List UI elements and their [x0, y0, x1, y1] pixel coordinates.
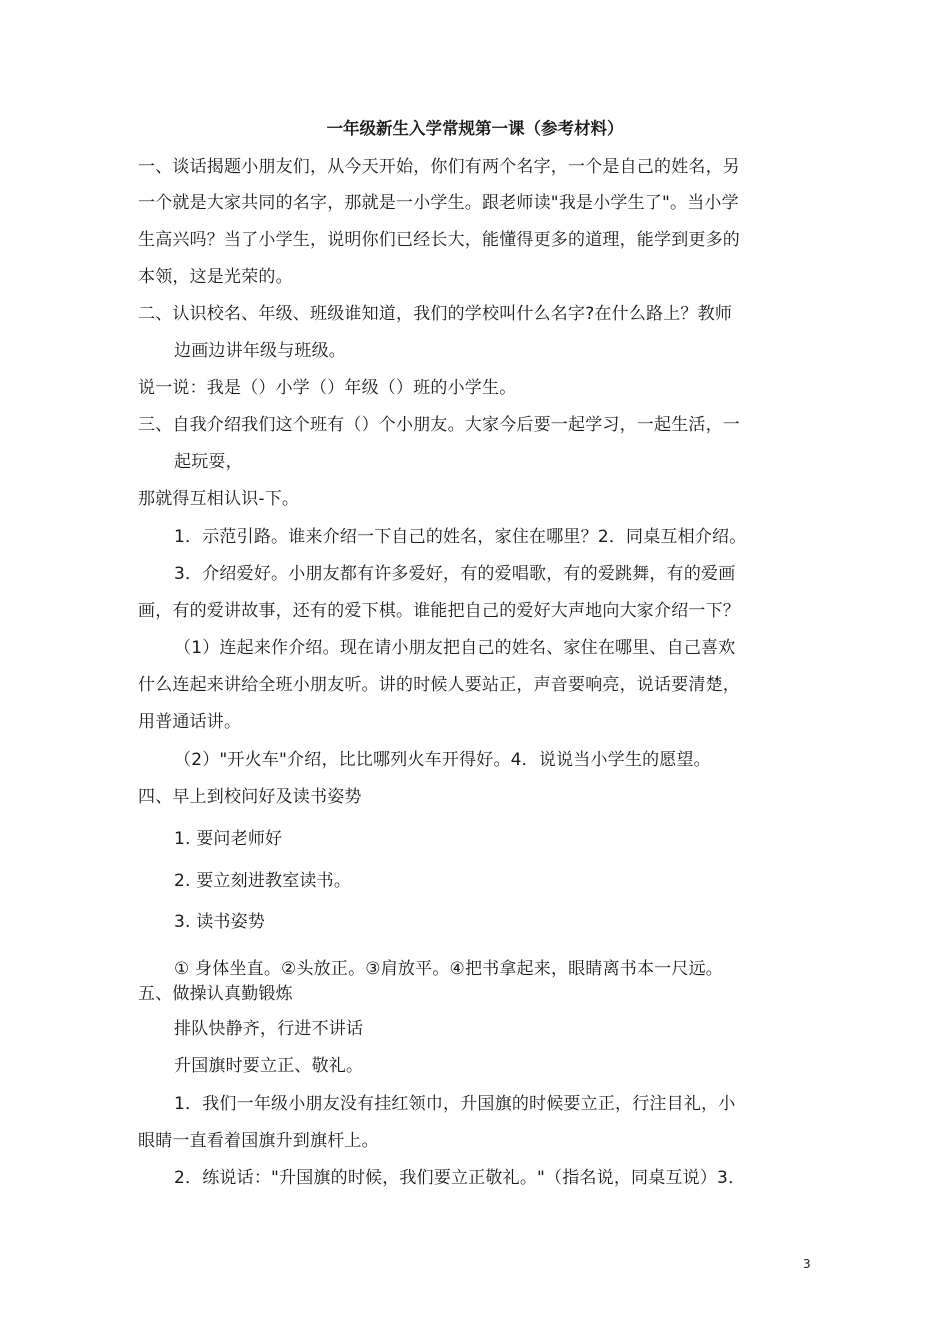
paragraph-line: 一、谈话揭题小朋友们，从今天开始，你们有两个名字，一个是自己的姓名，另 [138, 157, 740, 177]
paragraph-line: 1．我们一年级小朋友没有挂红领巾，升国旗的时候要立正，行注目礼，小 [174, 1094, 736, 1114]
paragraph-line: 生高兴吗？当了小学生，说明你们已经长大，能懂得更多的道理，能学到更多的 [138, 230, 740, 250]
paragraph-line: 说一说：我是（）小学（）年级（）班的小学生。 [138, 378, 517, 398]
section-heading: 五、做操认真勤锻炼 [138, 984, 293, 1004]
paragraph-line: 三、自我介绍我们这个班有（）个小朋友。大家今后要一起学习，一起生活，一 [138, 415, 740, 435]
page-number: 3 [803, 1257, 811, 1271]
document-title: 一年级新生入学常规第一课（参考材料） [326, 119, 624, 138]
paragraph-line: 眼睛一直看着国旗升到旗杆上。 [138, 1131, 379, 1151]
paragraph-line: 本领，这是光荣的。 [138, 267, 293, 287]
paragraph-line: 画，有的爱讲故事，还有的爱下棋。谁能把自己的爱好大声地向大家介绍一下？ [138, 601, 740, 621]
paragraph-line: 边画边讲年级与班级。 [174, 341, 346, 361]
section-heading: 四、早上到校问好及读书姿势 [138, 787, 362, 807]
list-item: 1. 要问老师好 [174, 829, 283, 849]
paragraph-line: 2．练说话："升国旗的时候，我们要立正敬礼。"（指名说，同桌互说）3． [174, 1168, 746, 1188]
paragraph-line: 1．示范引路。谁来介绍一下自己的姓名，家住在哪里？2．同桌互相介绍。 [174, 527, 747, 547]
paragraph-line: 二、认识校名、年级、班级谁知道，我们的学校叫什么名字?在什么路上？教师 [138, 304, 733, 324]
paragraph-line: 一个就是大家共同的名字，那就是一小学生。跟老师读"我是小学生了"。当小学 [138, 193, 739, 213]
paragraph-line: 起玩耍， [174, 452, 243, 472]
paragraph-line: 排队快静齐，行进不讲话 [174, 1019, 364, 1039]
paragraph-line: 用普通话讲。 [138, 712, 242, 732]
paragraph-line: （2）"开火车"介绍，比比哪列火车开得好。4．说说当小学生的愿望。 [174, 750, 711, 770]
paragraph-line: （1）连起来作介绍。现在请小朋友把自己的姓名、家住在哪里、自己喜欢 [174, 638, 736, 658]
list-item: 2. 要立刻进教室读书。 [174, 871, 352, 891]
paragraph-line: 3．介绍爱好。小朋友都有许多爱好，有的爱唱歌，有的爱跳舞，有的爱画 [174, 564, 736, 584]
list-item: 3. 读书姿势 [174, 912, 266, 932]
paragraph-line: 升国旗时要立正、敬礼。 [174, 1056, 364, 1076]
paragraph-line: 什么连起来讲给全班小朋友听。讲的时候人要站正，声音要响亮，说话要清楚， [138, 675, 740, 695]
paragraph-line: 那就得互相认识-下。 [138, 489, 300, 509]
paragraph-line: ① 身体坐直。②头放正。③肩放平。④把书拿起来，眼睛离书本一尺远。 [174, 959, 723, 979]
